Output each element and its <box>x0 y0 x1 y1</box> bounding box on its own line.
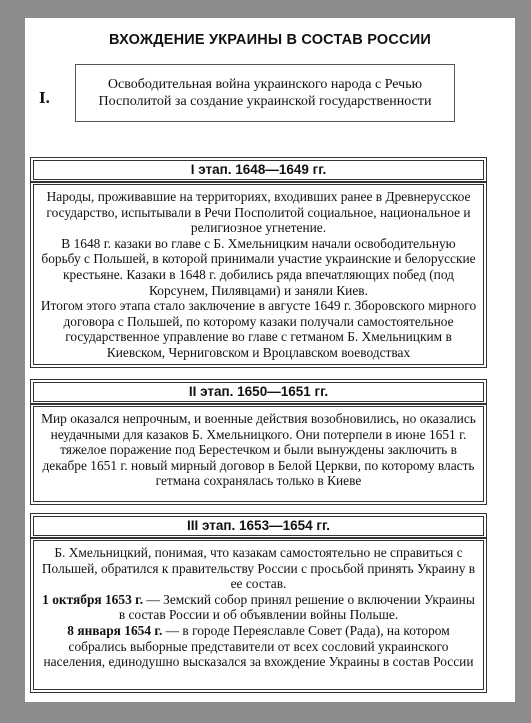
stage-1-body <box>33 184 484 365</box>
stage-2-heading: II этап. 1650—1651 гг. <box>33 382 484 402</box>
stage-1-paragraph: Народы, проживавшие на территориях, входивших ранее в Древнерусское государство, испытывали в Речи Посполитой социальное, национальное и религиозное угнетение. <box>46 189 471 236</box>
event-date: 8 января 1654 г. <box>67 622 163 638</box>
stage-2-paragraph: Мир оказался непрочным, и военные действия возобновились, но оказались неудачными для казаков Б. Хмельницкого. Они потерпели в июне 1651 г. тяжелое поражение под Берестечком и были вынуждены заключить в декабре 1651 г. новый мирный договор в Белой Церкви, по которому власть гетмана сохранялась только в Киеве <box>41 411 476 489</box>
stage-2-body <box>33 406 484 502</box>
document-page <box>25 18 515 702</box>
stage-1-paragraph: Итогом этого этапа стало заключение в августе 1649 г. Зборовского мирного договора с Польшей, по которому казаки получали самостоятельное государственное управление во главе с гетманом Б. Хмельницким в Киевском, Черниговском и Вроцлавском воеводствах <box>40 298 477 360</box>
stage-3-body <box>33 540 484 690</box>
event-date: 1 октября 1653 г. <box>42 591 144 607</box>
intro-box <box>75 64 455 122</box>
stage-3-paragraph: Б. Хмельницкий, понимая, что казакам самостоятельно не справиться с Польшей, обратился к правительству России с просьбой принять Украину в ее состав. <box>41 545 476 592</box>
section-number: I. <box>39 88 50 107</box>
stage-1-heading: I этап. 1648—1649 гг. <box>33 160 484 180</box>
intro-text: Освободительная война украинского народа с Речью Посполитой за создание украинской государственности <box>98 77 432 109</box>
event-text: — в городе Переяславле Совет (Рада), на котором собрались выборные представители от всех сословий украинского населения, единодушно высказался за вхождение Украины в состав России <box>43 622 474 670</box>
stage-1-paragraph: В 1648 г. казаки во главе с Б. Хмельницким начали освободительную борьбу с Польшей, в которой принимали участие украинские и белорусские крестьяне. Казаки в 1648 г. добились ряда впечатляющих побед (под Корсунем, Пилявцами) и заняли Киев. <box>41 235 476 298</box>
page-title: ВХОЖДЕНИЕ УКРАИНЫ В СОСТАВ РОССИИ <box>109 32 431 48</box>
stage-3-event <box>40 592 477 623</box>
event-text: — Земский собор принял решение о включении Украины в состав России и об объявлении войны Польше. <box>118 591 475 623</box>
stage-3-heading: III этап. 1653—1654 гг. <box>33 516 484 536</box>
stage-3-event <box>40 623 477 670</box>
